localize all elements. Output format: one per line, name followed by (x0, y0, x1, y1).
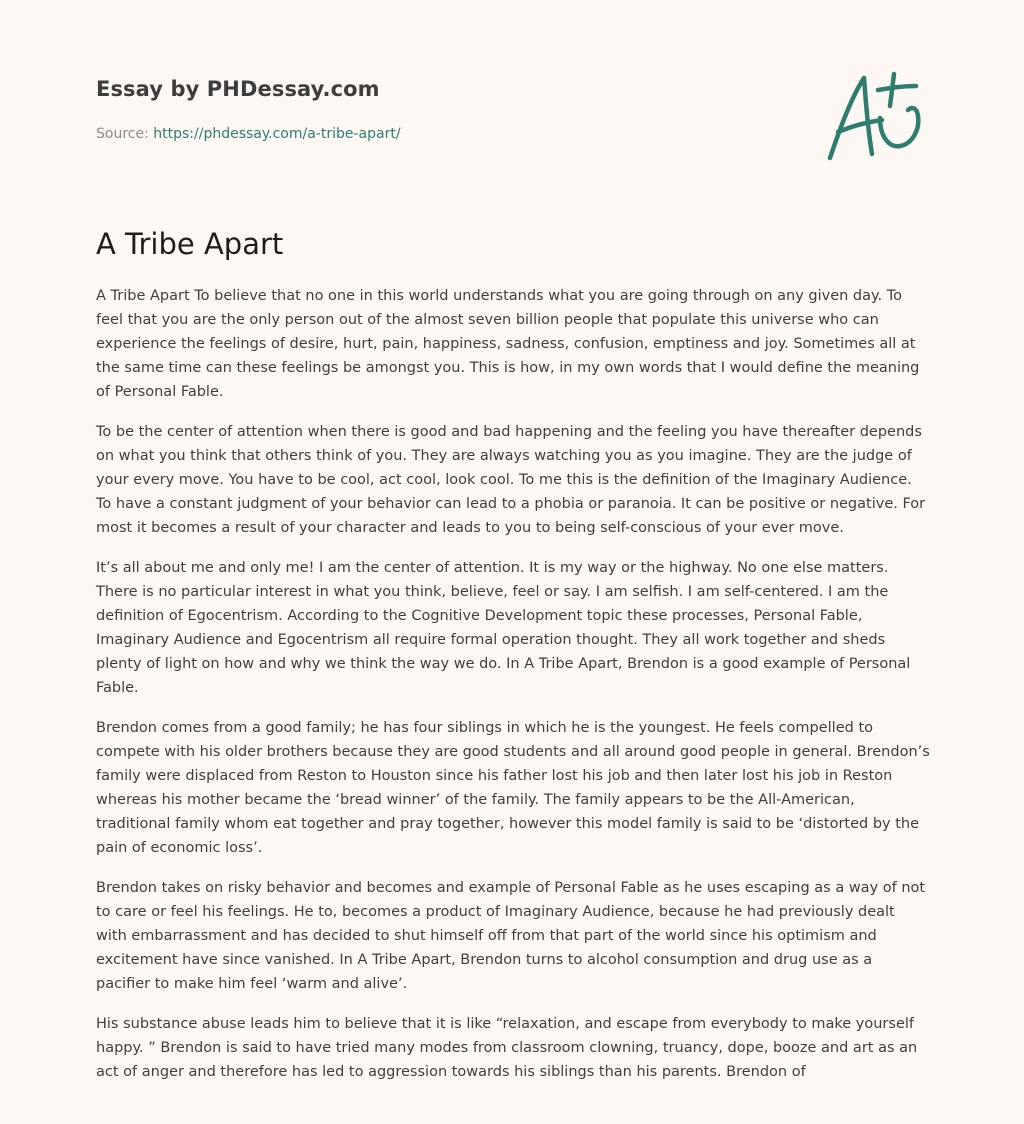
essay-paragraph: His substance abuse leads him to believe that it is like “relaxation, and escape from everybody to make yourself happy. ” Brendon is said to have tried many modes from classroom clowning, truancy, dope, booze and art as an act of anger and therefore has led to aggression towards his siblings than his parents. Brendon of (96, 1016, 918, 1080)
essay-body (96, 284, 930, 1100)
header (96, 74, 796, 144)
source-label: Source: (96, 126, 149, 142)
essay-paragraph: It’s all about me and only me! I am the center of attention. It is my way or the highway. No one else matters. There is no particular interest in what you think, believe, feel or say. I am selfish. I am self-centered. I am the definition of Egocentrism. According to the Cognitive Development topic these processes, Personal Fable, Imaginary Audience and Egocentrism all require formal operation thought. They all work together and sheds plenty of light on how and why we think the way we do. In A Tribe Apart, Brendon is a good example of Personal Fable. (96, 560, 911, 696)
essay-paragraph: Brendon comes from a good family; he has four siblings in which he is the youngest. He feels compelled to compete with his older brothers because they are good students and all around good people in general. Brendon’s family were displaced from Reston to Houston since his father lost his job and then later lost his job in Reston whereas his mother became the ‘bread winner’ of the family. The family appears to be the All-American, traditional family whom eat together and pray together, however this model family is said to be ‘distorted by the pain of economic loss’. (96, 720, 930, 856)
essay-paragraph: A Tribe Apart To believe that no one in this world understands what you are going through on any given day. To feel that you are the only person out of the almost seven billion people that populate this universe who can experience the feelings of desire, hurt, pain, happiness, sadness, confusion, emptiness and joy. Sometimes all at the same time can these feelings be amongst you. This is how, in my own words that I would define the meaning of Personal Fable. (96, 288, 920, 400)
a-plus-logo-icon (820, 66, 928, 166)
essay-paragraph: Brendon takes on risky behavior and becomes and example of Personal Fable as he uses escaping as a way of not to care or feel his feelings. He to, becomes a product of Imaginary Audience, because he had previously dealt with embarrassment and has decided to shut himself off from that part of the world since his optimism and excitement have since vanished. In A Tribe Apart, Brendon turns to alcohol consumption and drug use as a pacifier to make him feel ‘warm and alive’. (96, 880, 926, 992)
site-title: Essay by PHDessay.com (96, 77, 380, 101)
essay-paragraph: To be the center of attention when there is good and bad happening and the feeling you have thereafter depends on what you think that others think of you. They are always watching you as you imagine. They are the judge of your every move. You have to be cool, act cool, look cool. To me this is the definition of the Imaginary Audience. To have a constant judgment of your behavior can lead to a phobia or paranoia. It can be positive or negative. For most it becomes a result of your character and leads to you to being self-conscious of your ever move. (96, 424, 926, 536)
source-link[interactable]: https://phdessay.com/a-tribe-apart/ (153, 126, 401, 142)
source-line (96, 124, 796, 144)
essay-title: A Tribe Apart (96, 227, 284, 261)
